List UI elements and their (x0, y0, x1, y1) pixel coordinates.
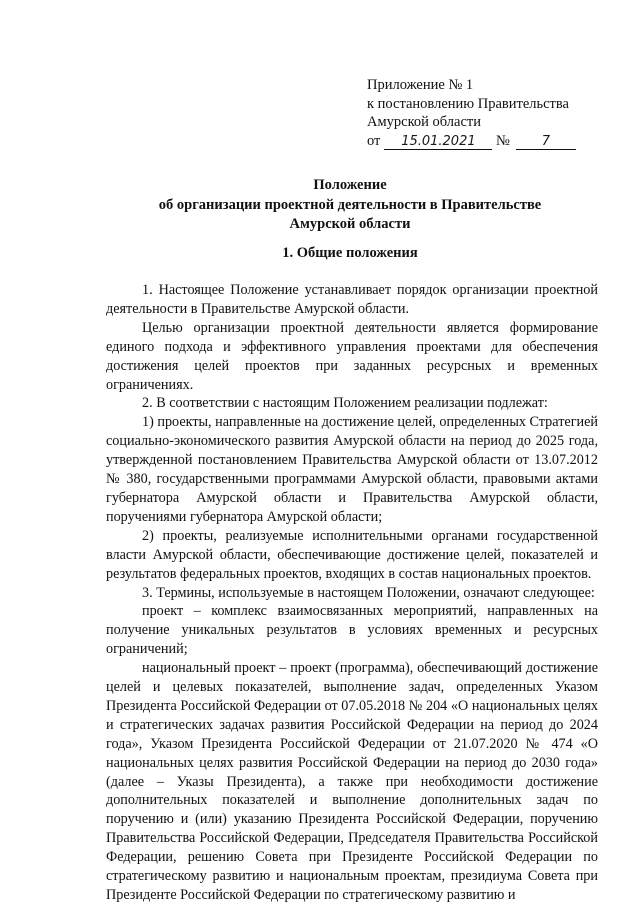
paragraph: 3. Термины, используемые в настоящем Положении, означают следующее: (142, 584, 595, 601)
annex-line-1: Приложение № 1 (367, 77, 474, 93)
paragraph: 1) проекты, направленные на достижение целей, определенных Стратегией социально-экономического развития Амурской области на период до 2025 года, утвержденной постановлением Правительства Амурской области от 13.07.2012 № 380, государственными программами Амурской области, правовыми актами губернатора Амурской области и Правительства Амурской области, поручениями губернатора Амурской области; (106, 414, 598, 525)
annex-number-label: № (496, 132, 510, 149)
document-title (100, 176, 600, 235)
document-body (106, 281, 598, 905)
title-line-2: об организации проектной деятельности в Правительстве (158, 196, 542, 213)
annex-date: 15.01.2021 (384, 135, 492, 150)
paragraph: национальный проект – проект (программа), обеспечивающий достижение целей и целевых показателей, выполнение задач, определенных Указом Президента Российской Федерации от 07.05.2018 № 204 «О национальных целях и стратегических задачах развития Российской Федерации на период до 2024 года», Указом Президента Российской Федерации от 21.07.2020 № 474 «О национальных целях развития Российской Федерации на период до 2030 года» (далее – Указы Президента), а также при необходимости достижение дополнительных показателей и выполнение дополнительных задач по поручению и (или) указанию Президента Российской Федерации, поручению Правительства Российской Федерации, Председателя Правительства Российской Федерации, решению Совета при Президенте Российской Федерации по стратегическому развитию и национальным проектам, президиума Совета при Президенте Российской Федерации по стратегическому развитию и (106, 660, 598, 903)
paragraph: 1. Настоящее Положение устанавливает порядок организации проектной деятельности в Правительстве Амурской области. (106, 282, 598, 317)
annex-date-line (367, 132, 607, 151)
paragraph: 2) проекты, реализуемые исполнительными органами государственной власти Амурской области, обеспечивающие достижение целей, показателей и результатов федеральных проектов, входящих в состав национальных проектов. (106, 527, 598, 582)
annex-number: 7 (516, 135, 576, 150)
title-line-3: Амурской области (289, 216, 411, 232)
title-line-1: Положение (313, 177, 387, 193)
annex-line-2: к постановлению Правительства (367, 95, 569, 112)
paragraph: проект – комплекс взаимосвязанных мероприятий, направленных на получение уникальных результатов в условиях временных и ресурсных ограничений; (106, 603, 598, 658)
annex-from-label: от (367, 132, 381, 149)
paragraph: 2. В соответствии с настоящим Положением реализации подлежат: (142, 395, 548, 412)
annex-line-3: Амурской области (367, 114, 481, 130)
paragraph: Целью организации проектной деятельности является формирование единого подхода и эффективного управления проектами для обеспечения достижения целей проектов при заданных ресурсных и временных ограничениях. (106, 319, 598, 393)
section-heading: 1. Общие положения (282, 245, 418, 261)
annex-block (367, 76, 607, 150)
